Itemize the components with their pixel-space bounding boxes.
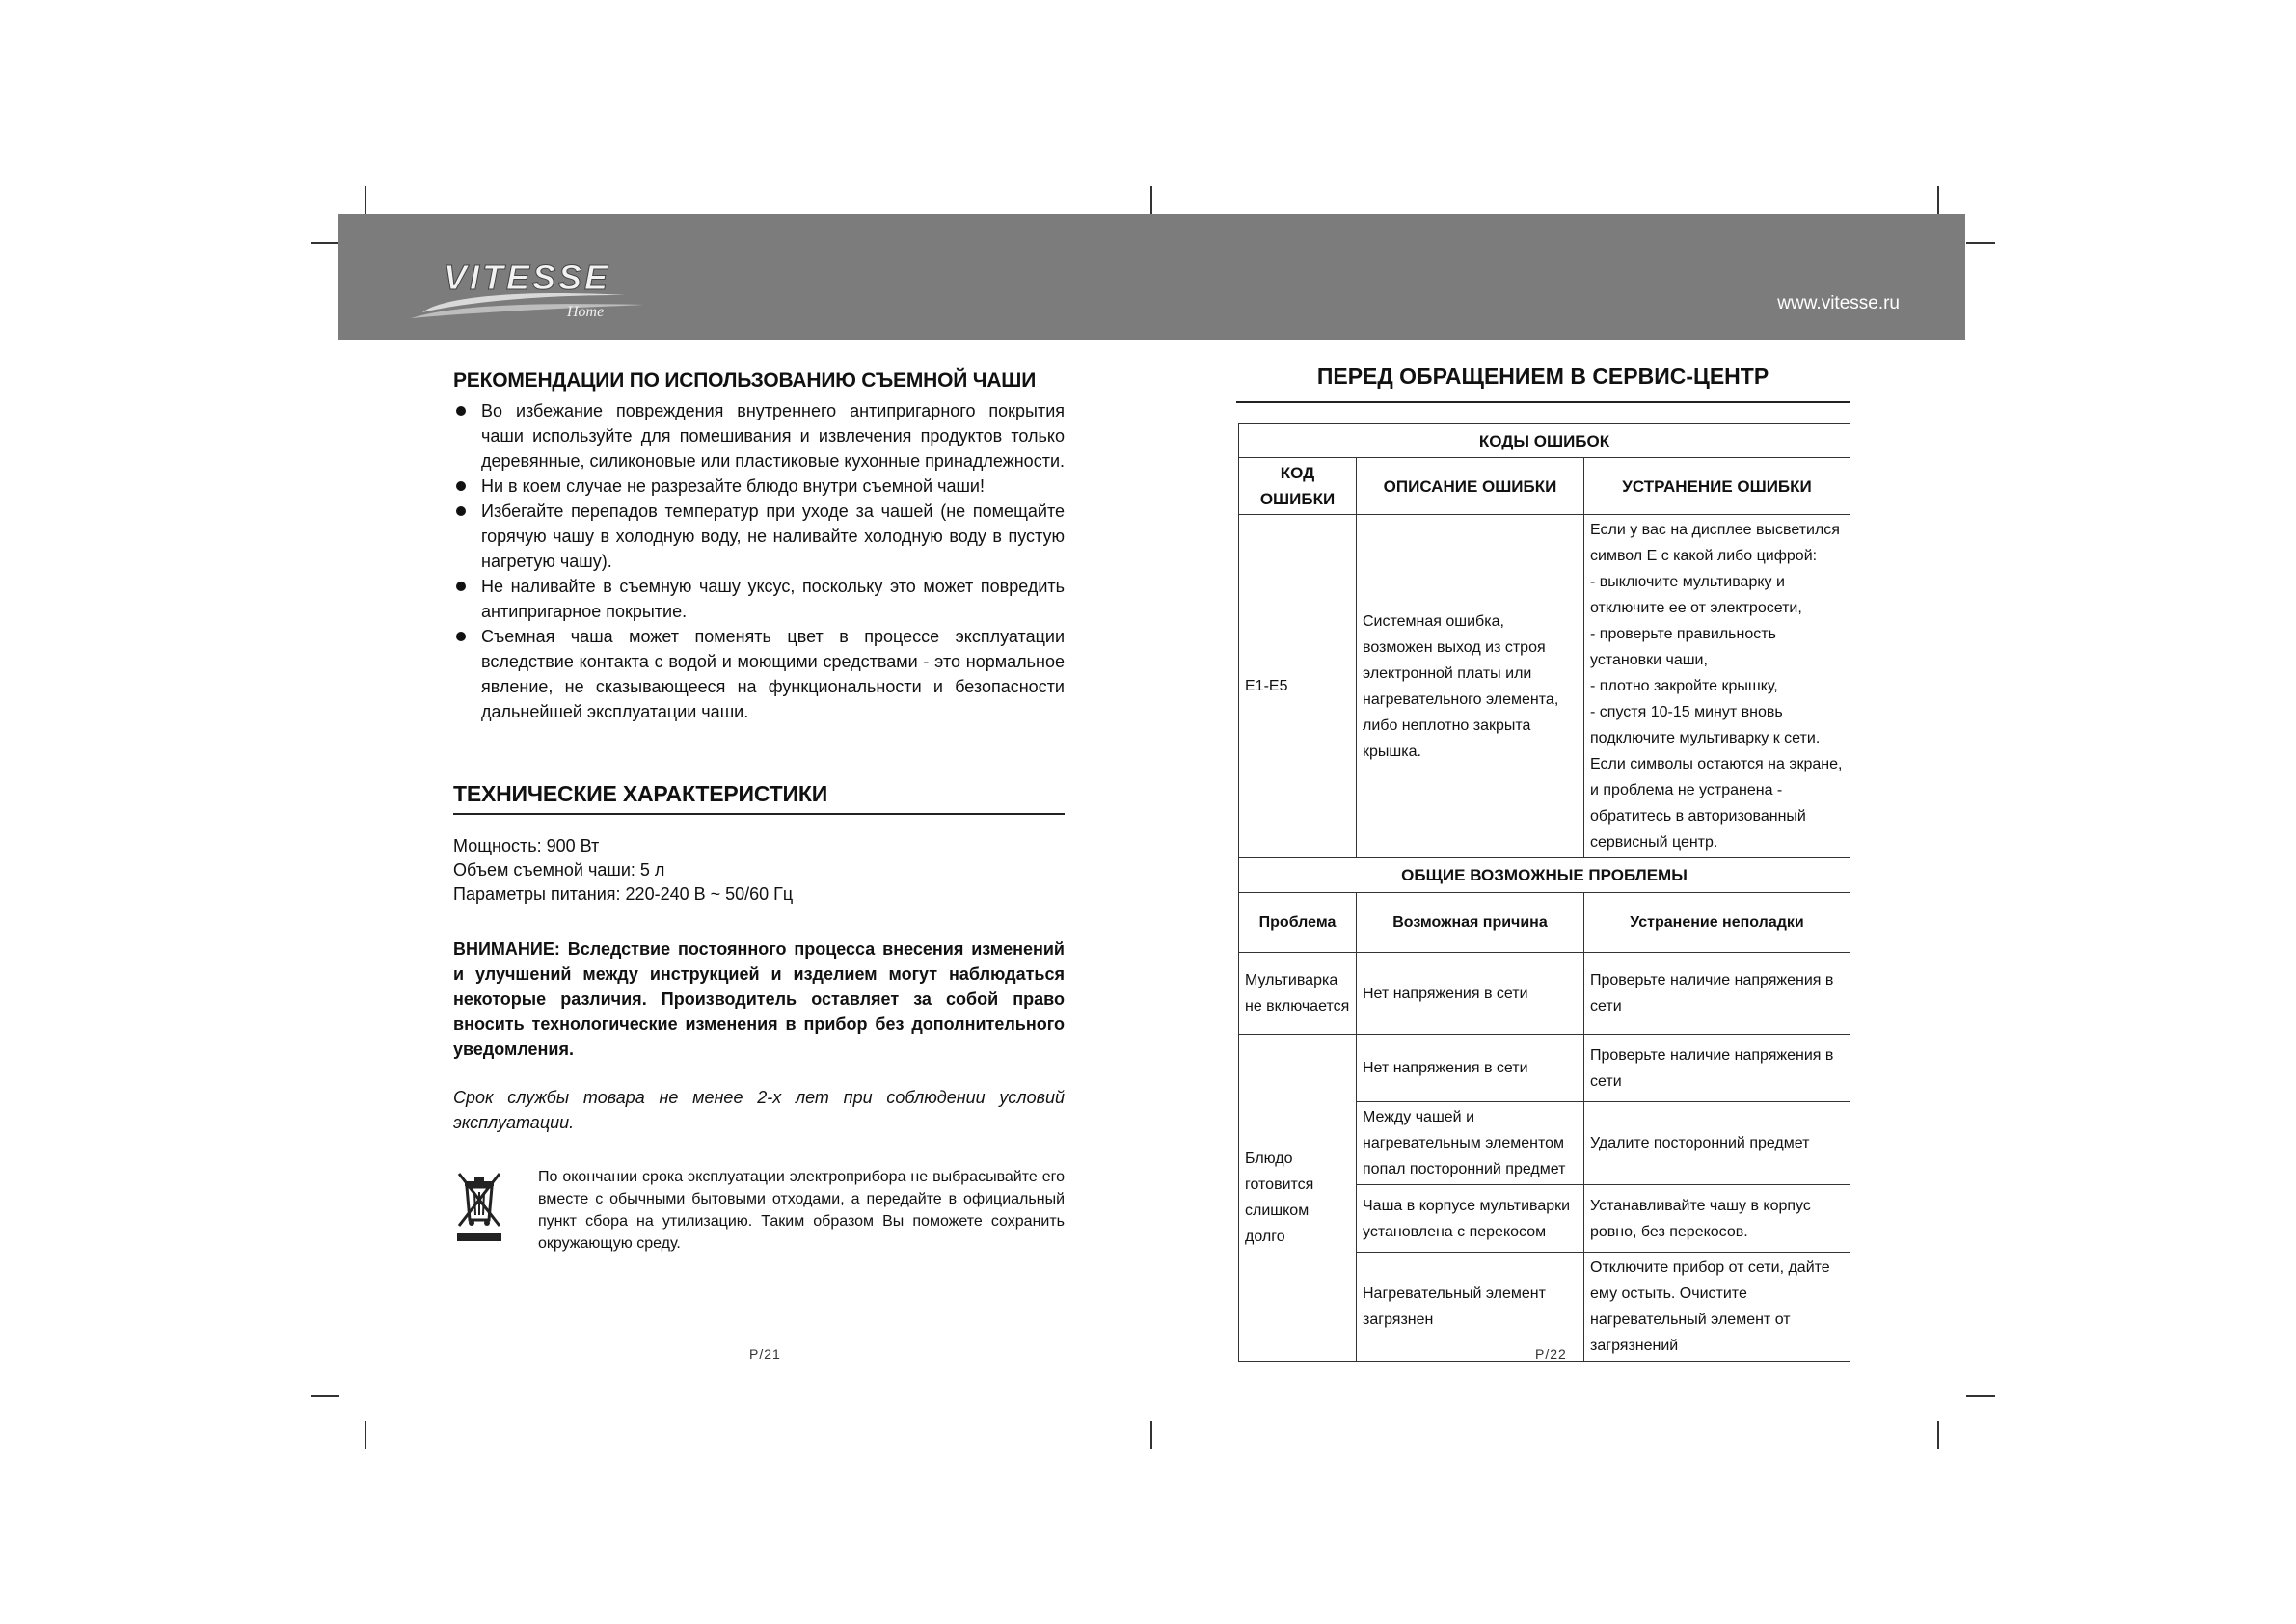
tech-specs-title: ТЕХНИЧЕСКИЕ ХАРАКТЕРИСТИКИ <box>453 781 1065 815</box>
bullet-icon <box>456 582 466 591</box>
crop-mark <box>1150 186 1152 215</box>
remedy-cell: Устанавливайте чашу в корпус ровно, без перекосов. <box>1584 1185 1850 1253</box>
service-life-text: Срок службы товара не менее 2-х лет при соблюдении условий эксплуатации. <box>453 1088 1065 1132</box>
cause-cell: Нет напряжения в сети <box>1357 953 1584 1035</box>
page-number-right: P/22 <box>1535 1346 1567 1362</box>
error-description: Системная ошибка, возможен выход из строя электронной платы или нагревательного элемента, либо неплотно закрыта крышка. <box>1357 515 1584 858</box>
warning-text: ВНИМАНИЕ: Вследствие постоянного процесса внесения изменений и улучшений между инструкцией и изделием могут наблюдаться некоторые различия. Производитель оставляет за собой право вносить технологические изменения в прибор без дополнительного уведомления. <box>453 939 1065 1059</box>
bullet-icon <box>456 406 466 416</box>
list-item: Во избежание повреждения внутреннего антипригарного покрытия чаши используйте для помешивания и извлечения продуктов только деревянные, силиконовые или пластиковые кухонные принадлежности. <box>453 398 1065 474</box>
col-header-code: КОД ОШИБКИ <box>1239 458 1357 515</box>
svg-text:Home: Home <box>567 304 605 320</box>
col-header-remedy: Устранение неполадки <box>1584 893 1850 953</box>
crossed-bin-icon <box>453 1166 505 1243</box>
crop-mark <box>365 1421 366 1449</box>
cause-cell: Нет напряжения в сети <box>1357 1035 1584 1102</box>
crop-mark <box>1937 1421 1939 1449</box>
remedy-cell: Отключите прибор от сети, дайте ему остыть. Очистите нагревательный элемент от загрязнений <box>1584 1253 1850 1362</box>
list-item: Избегайте перепадов температур при уходе за чашей (не помещайте горячую чашу в холодную воду, не наливайте холодную воду в пустую нагретую чашу). <box>453 499 1065 574</box>
list-item: Съемная чаша может поменять цвет в процессе эксплуатации вследствие контакта с водой и моющими средствами - это нормальное явление, не сказывающееся на функциональности и безопасности дальнейшей эксплуатации чаши. <box>453 624 1065 724</box>
spec-volume: Объем съемной чаши: 5 л <box>453 860 665 880</box>
col-header-fix: УСТРАНЕНИЕ ОШИБКИ <box>1584 458 1850 515</box>
service-center-title: ПЕРЕД ОБРАЩЕНИЕМ В СЕРВИС-ЦЕНТР <box>1236 364 1850 403</box>
remedy-cell: Проверьте наличие напряжения в сети <box>1584 953 1850 1035</box>
troubleshooting-table <box>1238 423 1850 1362</box>
crop-mark <box>1966 242 1995 244</box>
list-item: Не наливайте в съемную чашу уксус, поскольку это может повредить антипригарное покрытие. <box>453 574 1065 624</box>
disposal-text: По окончании срока эксплуатации электроприбора не выбрасывайте его вместе с обычными бытовыми отходами, а передайте в официальный пункт сбора на утилизацию. Таким образом Вы поможете сохранить окружающую среду. <box>538 1169 1065 1252</box>
left-page <box>453 369 1065 1255</box>
crop-mark <box>1966 1395 1995 1397</box>
spec-power: Мощность: 900 Вт <box>453 836 600 855</box>
header-band <box>338 214 1965 340</box>
error-codes-heading: КОДЫ ОШИБОК <box>1239 424 1850 458</box>
crop-mark <box>311 242 339 244</box>
bullet-icon <box>456 632 466 641</box>
error-code: E1-E5 <box>1239 515 1357 858</box>
list-item: Ни в коем случае не разрезайте блюдо внутри съемной чаши! <box>453 474 1065 499</box>
error-fix: Если у вас на дисплее высветился символ Е с какой либо цифрой: - выключите мультиварку и отключите ее от электросети, - проверьте правильность установки чаши, - плотно закройте крышку, - спустя 10-15 минут вновь подключите мультиварку к сети. Если символы остаются на экране, и проблема не устранена - обратитесь в авторизованный сервисный центр. <box>1584 515 1850 858</box>
crop-mark <box>365 186 366 215</box>
crop-mark <box>311 1395 339 1397</box>
disposal-notice <box>453 1166 1065 1255</box>
cause-cell: Между чашей и нагревательным элементом попал посторонний предмет <box>1357 1102 1584 1185</box>
remedy-cell: Проверьте наличие напряжения в сети <box>1584 1035 1850 1102</box>
svg-text:VITESSE: VITESSE <box>444 260 611 297</box>
recommendations-list <box>453 398 1065 724</box>
remedy-cell: Удалите посторонний предмет <box>1584 1102 1850 1185</box>
problem-cell: Блюдо готовится слишком долго <box>1239 1035 1357 1362</box>
bullet-icon <box>456 481 466 491</box>
col-header-problem: Проблема <box>1239 893 1357 953</box>
spec-supply: Параметры питания: 220-240 В ~ 50/60 Гц <box>453 884 794 904</box>
recommendations-title: РЕКОМЕНДАЦИИ ПО ИСПОЛЬЗОВАНИЮ СЪЕМНОЙ ЧАШИ <box>453 369 1037 392</box>
cause-cell: Нагревательный элемент загрязнен <box>1357 1253 1584 1362</box>
site-url[interactable]: www.vitesse.ru <box>1777 293 1900 313</box>
problem-cell: Мультиварка не включается <box>1239 953 1357 1035</box>
cause-cell: Чаша в корпусе мультиварки установлена с перекосом <box>1357 1185 1584 1253</box>
page-number-left: P/21 <box>749 1346 781 1362</box>
tech-specs <box>453 834 1065 907</box>
crop-mark <box>1937 186 1939 215</box>
common-problems-heading: ОБЩИЕ ВОЗМОЖНЫЕ ПРОБЛЕМЫ <box>1239 858 1850 893</box>
vitesse-logo <box>403 260 654 328</box>
col-header-cause: Возможная причина <box>1357 893 1584 953</box>
crop-mark <box>1150 1421 1152 1449</box>
bullet-icon <box>456 506 466 516</box>
col-header-description: ОПИСАНИЕ ОШИБКИ <box>1357 458 1584 515</box>
